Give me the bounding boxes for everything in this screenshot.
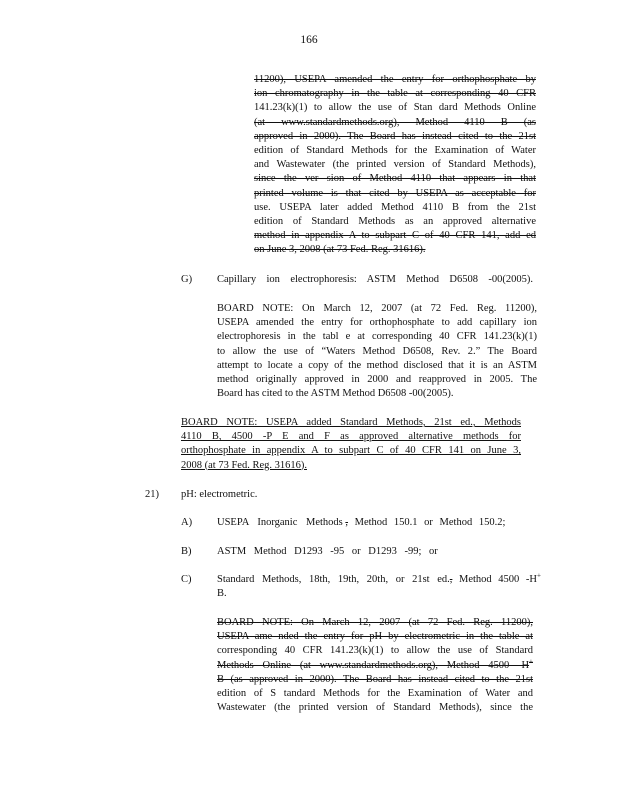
item-21c-sup: +: [537, 571, 541, 580]
note-line: edition of S tandard Methods for the Examination of Water and: [217, 688, 533, 700]
added-board-note: [181, 416, 521, 473]
item-21b-text: ASTM Method D1293 -95 or D1293 -99; or: [217, 546, 438, 557]
note-line: Wastewater (the printed version of Standard Methods), since the: [217, 702, 533, 714]
item-21c-label: C): [181, 574, 192, 585]
note-line: 141.23(k)(1) to allow the use of Stan dard Methods Online: [254, 102, 536, 114]
note-line: method in appendix A to subpart C of 40 CFR 141, add ed: [254, 230, 536, 242]
note-line: on June 3, 2008 (at 73 Fed. Reg. 31616).: [254, 244, 426, 256]
page-number: 166: [300, 34, 318, 46]
item-21c-text-before: Standard Methods, 18th, 19th, 20th, or 21st ed.: [217, 574, 450, 585]
item-21c-struck: ,: [449, 574, 453, 585]
note-line: method originally approved in 2000 and reapproved in 2005. The: [217, 374, 537, 386]
note-line: 4110 B, 4500 -P E and F as approved alternative methods for: [181, 431, 521, 443]
note-line: BOARD NOTE: USEPA added Standard Methods, 21st ed., Methods: [181, 417, 521, 428]
note-line-text: Methods Online (at www.standardmethods.org), Method 4500 -H: [217, 659, 530, 671]
note-line: edition of Standard Methods for the Examination of Water: [254, 145, 536, 157]
note-line: (at www.standardmethods.org), Method 4110 B (as: [254, 116, 536, 128]
item-g-label: G): [181, 274, 193, 285]
item-21-title: pH: electrometric.: [181, 489, 258, 500]
item-21b-label: B): [181, 546, 192, 557]
note-line: USEPA ame nded the entry for pH by electrometric in the table at: [217, 631, 533, 643]
note-line: use. USEPA later added Method 4110 B from the 21st: [254, 201, 536, 213]
item-21c-text: [217, 573, 541, 587]
note-line: electrophoresis in the tabl e at corresponding 40 CFR 141.23(k)(1): [217, 331, 537, 343]
prior-board-note: [254, 73, 536, 258]
note-line: BOARD NOTE: On March 12, 2007 (at 72 Fed. Reg. 11200),: [217, 617, 533, 628]
note-line: attempt to locate a copy of the method disclosed that it is an ASTM: [217, 359, 537, 371]
note-line: since the ver sion of Method 4110 that appears in that: [254, 173, 536, 185]
item-21c-line2: B.: [217, 588, 227, 599]
item-g-board-note: [217, 302, 537, 401]
item-21-board-note: [217, 616, 533, 715]
note-line: orthophosphate in appendix A to subpart C of 40 CFR 141 on June 3,: [181, 445, 521, 457]
note-line: 2008 (at 73 Fed. Reg. 31616).: [181, 459, 307, 471]
note-line: corresponding 40 CFR 141.23(k)(1) to allow the use of Standard: [217, 645, 533, 657]
note-line: Board has cited to the ASTM Method D6508 -00(2005).: [217, 388, 454, 400]
note-line: ion chromatography in the table at corresponding 40 CFR: [254, 88, 536, 100]
item-21a-struck: ,: [345, 517, 349, 528]
note-line: [217, 659, 533, 673]
item-21a-text-before: USEPA Inorganic Methods: [217, 517, 343, 528]
note-line: B (as approved in 2000). The Board has instead cited to the 21st: [217, 673, 533, 685]
item-21a-text-after: Method 150.1 or Method 150.2;: [348, 517, 506, 528]
item-21a-text: [217, 516, 505, 530]
note-line: USEPA amended the entry for orthophosphate to add capillary ion: [217, 317, 537, 329]
item-21c-text-after: Method 4500 -H: [452, 574, 537, 585]
note-line: BOARD NOTE: On March 12, 2007 (at 72 Fed. Reg. 11200),: [217, 303, 537, 314]
note-line-sup: +: [529, 657, 533, 666]
note-line: to allow the use of “Waters Method D6508, Rev. 2.” The Board: [217, 345, 537, 357]
item-21a-label: A): [181, 517, 193, 528]
note-line: 11200), USEPA amended the entry for orthophosphate by: [254, 74, 536, 85]
note-line: printed volume is that cited by USEPA as acceptable for: [254, 187, 536, 199]
note-line: approved in 2000). The Board has instead cited to the 21st: [254, 130, 536, 142]
note-line: edition of Standard Methods as an approved alternative: [254, 216, 536, 228]
item-g-text: Capillary ion electrophoresis: ASTM Method D6508 -00(2005).: [217, 274, 533, 285]
note-line: and Wastewater (the printed version of Standard Methods),: [254, 159, 536, 171]
item-21-label: 21): [145, 489, 159, 500]
